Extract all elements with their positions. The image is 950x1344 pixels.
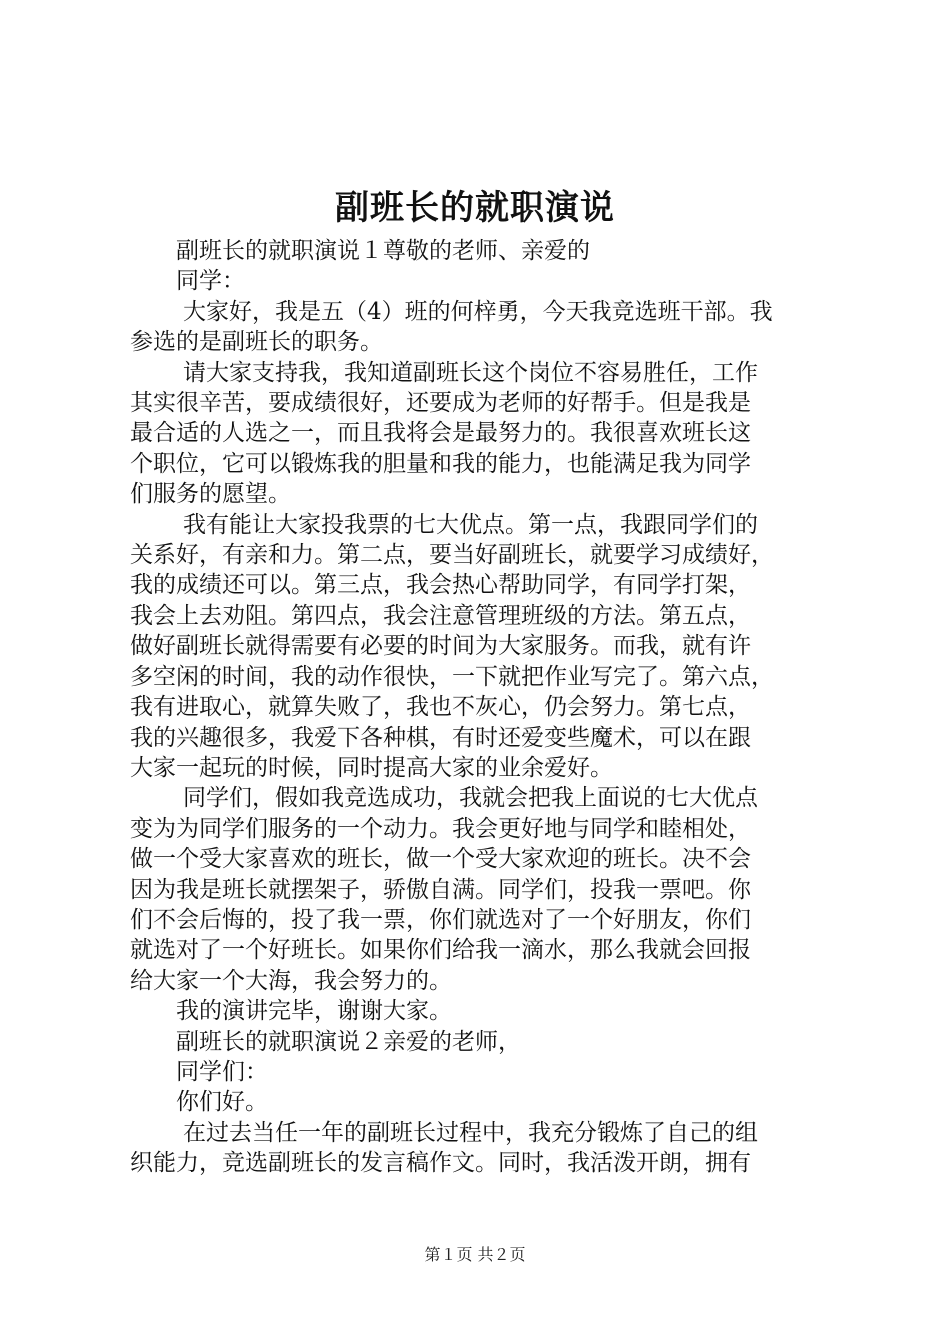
paragraph-line: 你们好。	[176, 1089, 268, 1116]
paragraph-line: 就选对了一个好班长。如果你们给我一滴水，那么我就会回报	[130, 937, 751, 964]
paragraph-line: 我的演讲完毕，谢谢大家。	[176, 998, 452, 1025]
paragraph-first-line: 我有能让大家投我票的七大优点。第一点，我跟同学们的	[183, 511, 758, 538]
paragraph-line: 变为为同学们服务的一个动力。我会更好地与同学和睦相处，	[130, 815, 751, 842]
paragraph-line: 我的成绩还可以。第三点，我会热心帮助同学，有同学打架，	[130, 572, 751, 599]
paragraph-line: 们不会后悔的，投了我一票，你们就选对了一个好朋友，你们	[130, 906, 751, 933]
paragraph-line: 副班长的就职演说１尊敬的老师、亲爱的	[176, 238, 590, 264]
paragraph-line: 大家一起玩的时候，同时提高大家的业余爱好。	[130, 754, 613, 781]
paragraph-line: 我有进取心，就算失败了，我也不灰心，仍会努力。第七点，	[130, 694, 751, 721]
paragraph-first-line: 大家好，我是五（4）班的何梓勇，今天我竞选班干部。我	[183, 298, 773, 325]
paragraph-first-line: 在过去当任一年的副班长过程中，我充分锻炼了自己的组	[183, 1119, 758, 1146]
paragraph-line: 其实很辛苦，要成绩很好，还要成为老师的好帮手。但是我是	[130, 390, 751, 417]
paragraph-line: 做好副班长就得需要有必要的时间为大家服务。而我，就有许	[130, 633, 751, 660]
paragraph-line: 同学们：	[176, 1058, 268, 1085]
paragraph-line: 给大家一个大海，我会努力的。	[130, 967, 452, 994]
paragraph-line: 我会上去劝阻。第四点，我会注意管理班级的方法。第五点，	[130, 602, 751, 629]
page-footer: 第１页 共２页	[424, 1245, 526, 1264]
paragraph-line: 多空闲的时间，我的动作很快，一下就把作业写完了。第六点，	[130, 663, 774, 690]
paragraph-first-line: 请大家支持我，我知道副班长这个岗位不容易胜任，工作	[183, 359, 758, 386]
paragraph-line: 织能力，竞选副班长的发言稿作文。同时，我活泼开朗，拥有	[130, 1150, 751, 1177]
paragraph-line: 个职位，它可以锻炼我的胆量和我的能力，也能满足我为同学	[130, 450, 751, 477]
paragraph-line: 我的兴趣很多，我爱下各种棋，有时还爱变些魔术，可以在跟	[130, 724, 751, 751]
paragraph-line: 关系好，有亲和力。第二点，要当好副班长，就要学习成绩好，	[130, 542, 774, 569]
paragraph-line: 因为我是班长就摆架子，骄傲自满。同学们，投我一票吧。你	[130, 876, 751, 903]
document-body	[130, 236, 842, 1179]
paragraph-first-line: 同学们，假如我竞选成功，我就会把我上面说的七大优点	[183, 785, 758, 812]
document-title: 副班长的就职演说	[335, 188, 615, 228]
paragraph-line: 副班长的就职演说２亲爱的老师，	[176, 1028, 521, 1055]
paragraph-line: 做一个受大家喜欢的班长，做一个受大家欢迎的班长。决不会	[130, 846, 751, 873]
paragraph-line: 参选的是副班长的职务。	[130, 329, 383, 356]
paragraph-line: 同学：	[176, 268, 245, 295]
paragraph-line: 们服务的愿望。	[130, 481, 291, 508]
paragraph-line: 最合适的人选之一，而且我将会是最努力的。我很喜欢班长这	[130, 420, 751, 447]
